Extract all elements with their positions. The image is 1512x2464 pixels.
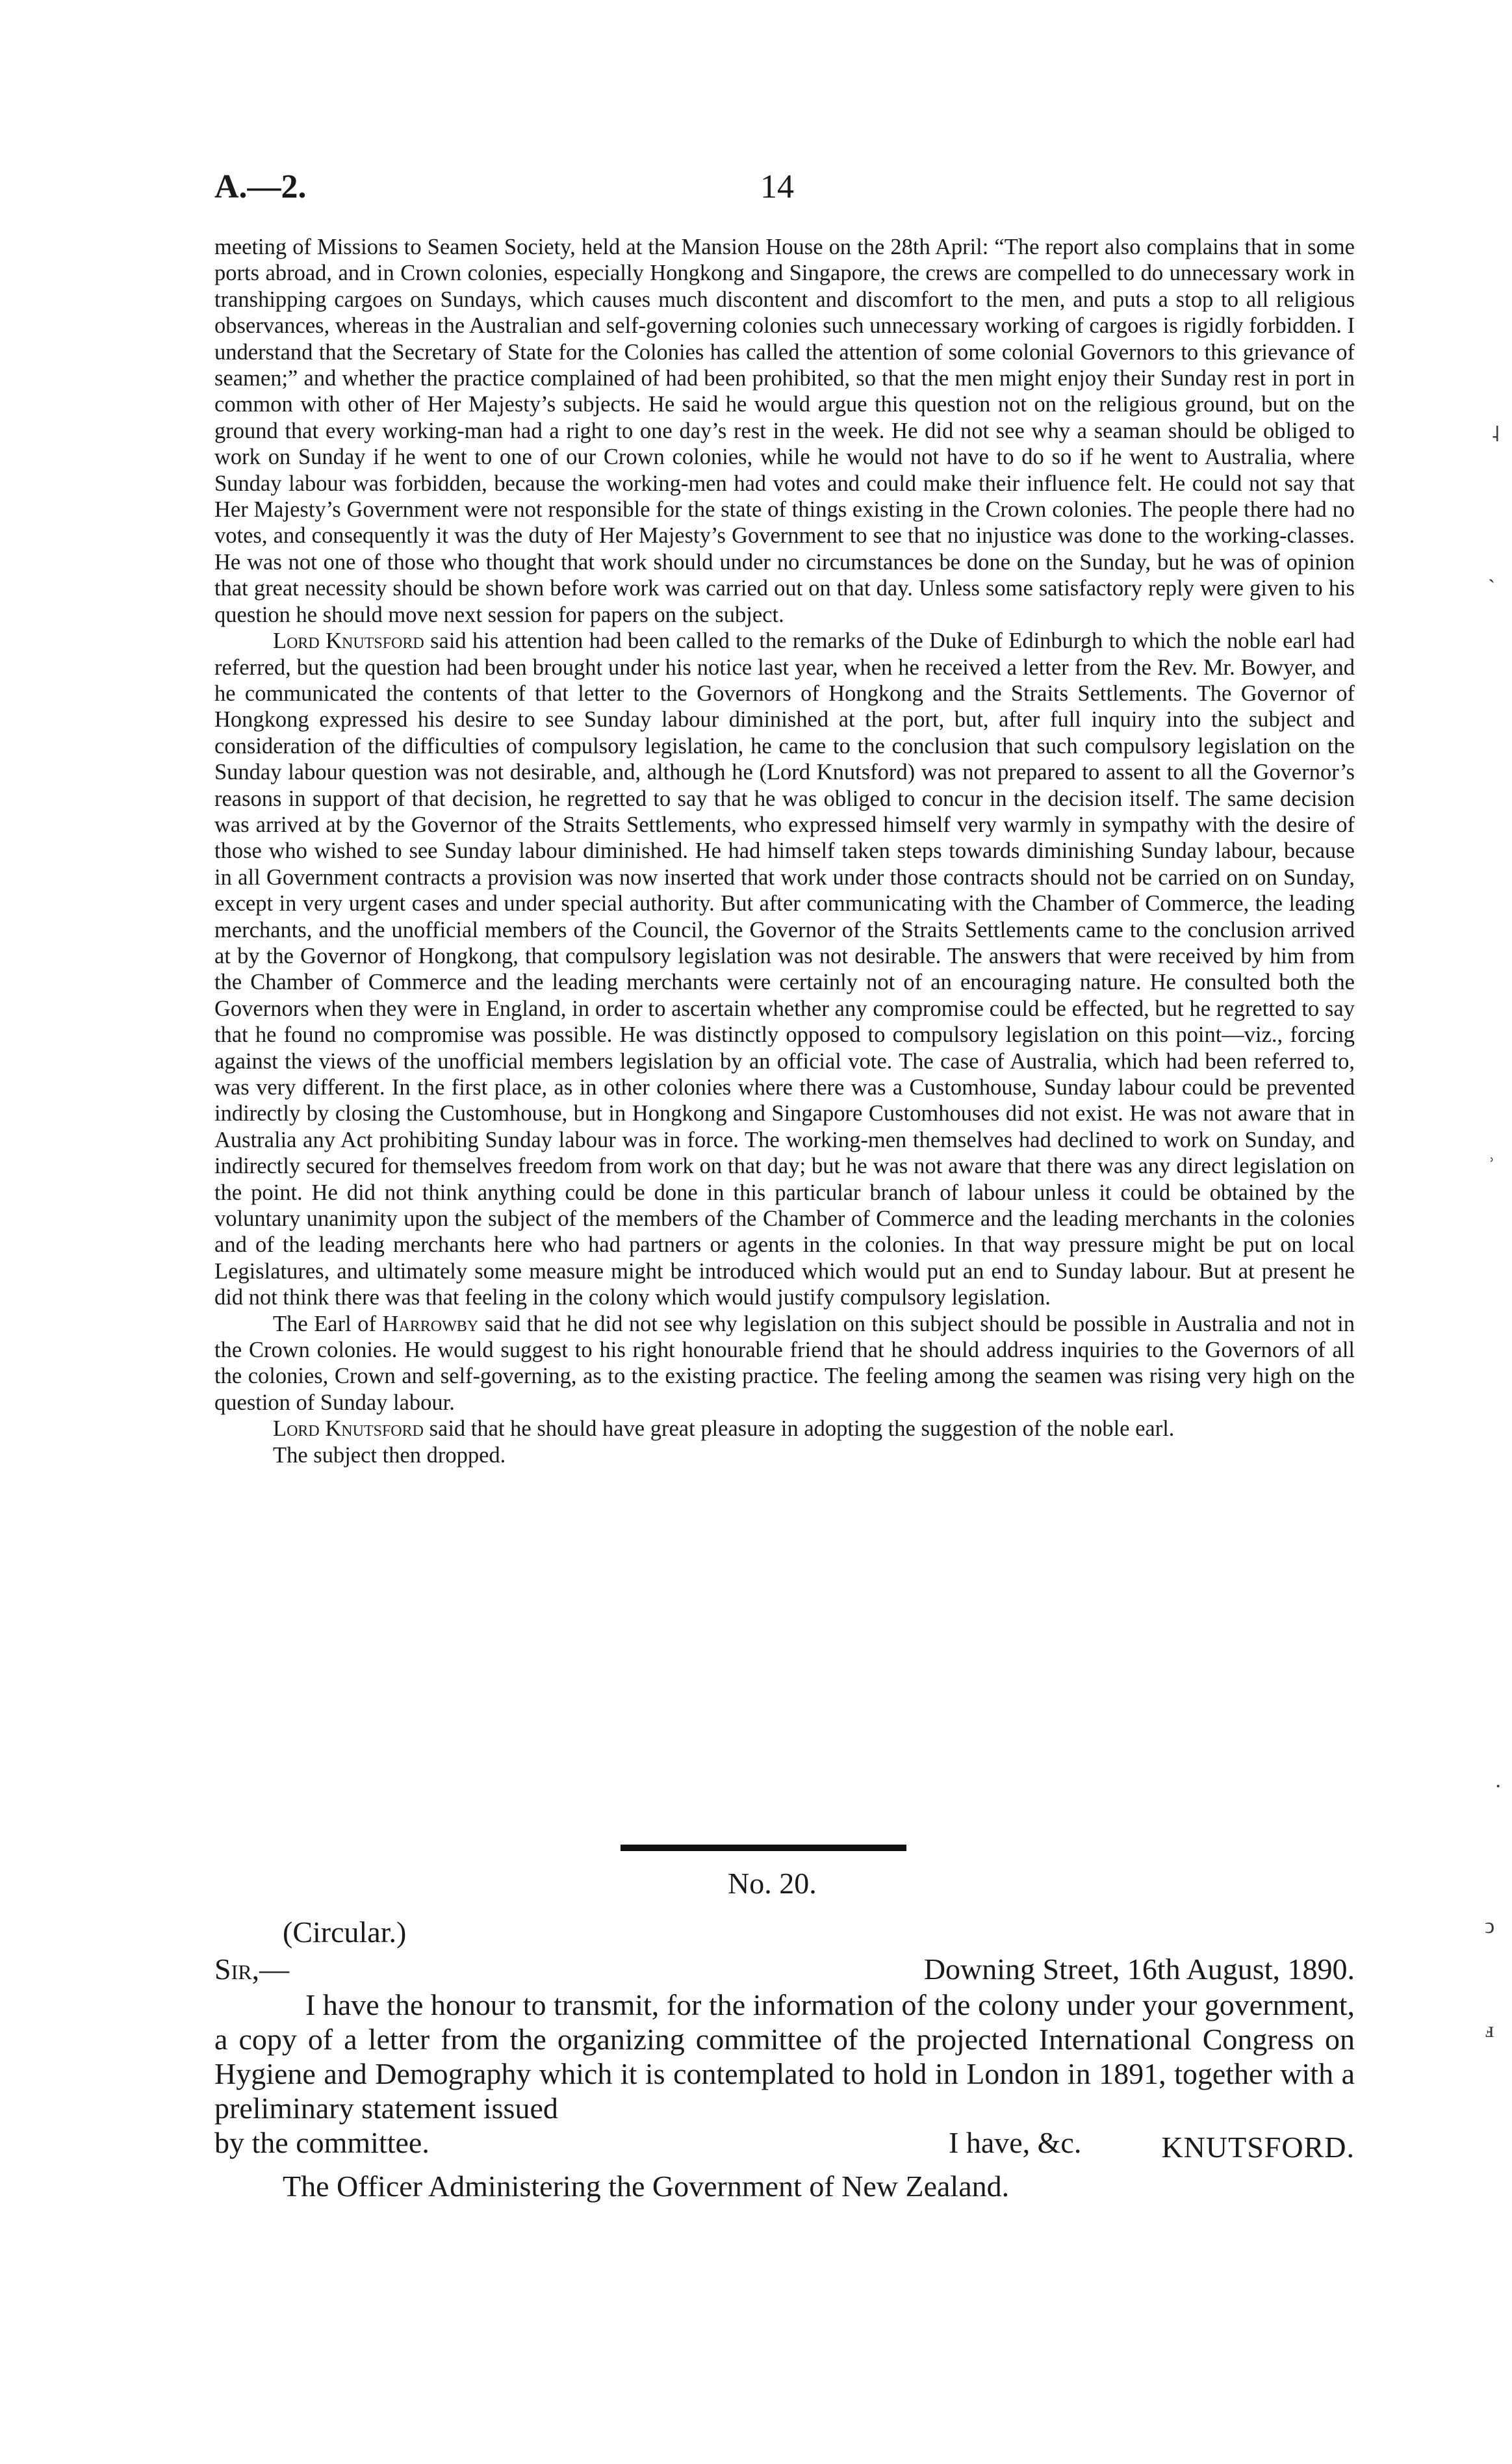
page-header [214, 168, 1352, 207]
paragraph-5: The subject then dropped. [273, 1442, 506, 1468]
paragraph-4-text: said that he should have great pleasure in adopting the suggestion of the noble earl. [423, 1416, 1175, 1442]
signature: KNUTSFORD. [1161, 2131, 1355, 2164]
paragraph-3-prefix: The Earl of [273, 1311, 383, 1336]
letter-body-text: I have the honour to transmit, for the information of the colony under your government, a copy of a letter from the organizing committee of the projected International Congress on Hygiene and Demography which it is contemplated to hold in London in 1891, together with a preliminary statement issued [214, 1988, 1355, 2125]
speaker-name: Lord Knutsford [273, 629, 424, 654]
speaker-name: Lord Knutsford [273, 1416, 424, 1442]
date-line: Downing Street, 16th August, 1890. [923, 1952, 1355, 1986]
letter-body-end: by the committee. [214, 2126, 429, 2159]
paragraph-2-text: said his attention had been called to the remarks of the Duke of Edinburgh to which the noble earl had referred, but the question had been brought under his notice last year, when he received a letter from the Rev. Mr. Bowyer, and he communicated the contents of that letter to the Governors of Hongkong and the Straits Settlements. The Governor of Hongkong expressed his desire to see Sunday labour diminished at the port, but, after full inquiry into the subject and consideration of the difficulties of compulsory legislation, he came to the conclusion that such compulsory legislation on the Sunday labour question was not desirable, and, although he (Lord Knutsford) was not prepared to assent to all the Governor’s reasons in support of that decision, he regretted to say that he was obliged to concur in the decision itself. The same decision was arrived at by the Governor of the Straits Settlements, who expressed himself very warmly in sympathy with the desire of those who wished to see Sunday labour diminished. He had himself taken steps towards diminishing Sunday labour, because in all Government contracts a provision was now inserted that work under those contracts should not be carried on on Sunday, except in very urgent cases and under special authority. But after communicating with the Chamber of Commerce, the leading merchants, and the unofficial members of the Council, the Governor of the Straits Settlements came to the conclusion arrived at by the Governor of Hongkong, that compulsory legislation was not desirable. The answers that were received by him from the Chamber of Commerce and the leading merchants were certainly not of an encouraging nature. He consulted both the Governors when they were in England, in order to ascertain whether any compromise could be effected, but he regretted to say that he found no compromise was possible. He was distinctly opposed to compulsory legislation on this point—viz., forcing against the views of the unofficial members legislation by an official vote. The case of Australia, which had been referred to, was very different. In the first place, as in other colonies where there was a Customhouse, Sunday labour could be prevented indirectly by closing the Customhouse, but in Hongkong and Singapore Customhouses did not exist. He was not aware that in Australia any Act prohibiting Sunday labour was in force. The working-men themselves had declined to work on Sunday, and indirectly secured for themselves freedom from work on that day; but he was not aware that there was any direct legislation on the point. He did not think anything could be done in this particular branch of labour unless it could be obtained by the voluntary unanimity upon the subject of the members of the Chamber of Commerce and the leading merchants in the colonies and of the leading merchants here who had partners or agents in the colonies. In that way pressure might be put on local Legislatures, and ultimately some measure might be introduced which would put an end to Sunday labour. But at present he did not think there was that feeling in the colony which would justify compulsory legislation. [214, 629, 1355, 1310]
letter-type: (Circular.) [283, 1915, 407, 1949]
margin-mark: ⅎ [1485, 2018, 1494, 2042]
paragraph-2 [214, 628, 1355, 1311]
section-divider [621, 1845, 906, 1851]
margin-mark: ↄ [1485, 1914, 1495, 1938]
margin-mark: ˏ [1488, 559, 1496, 583]
letter-number: No. 20. [728, 1867, 817, 1900]
paragraph-4 [214, 1416, 1355, 1442]
margin-mark: ˨ [1491, 422, 1500, 447]
speaker-name: Harrowby [382, 1311, 479, 1336]
paragraph-3-text: said that he did not see why legislation on this subject should be possible in Australia and not in the Crown colonies. He would suggest to his right honourable friend that he should address inquiries to the Governors of all the colonies, Crown and self-governing, as to the existing practice. The feeling among the seamen was rising very high on the question of Sunday labour. [214, 1311, 1355, 1415]
closing: I have, &c. [949, 2126, 1082, 2159]
debate-text [214, 234, 1355, 1468]
paragraph-1: meeting of Missions to Seamen Society, held at the Mansion House on the 28th April: “The report also complains that in some ports abroad, and in Crown colonies, especially Hongkong and Singapore, the crews are compelled to do unnecessary work in transhipping cargoes on Sundays, which causes much discontent and discomfort to the men, and puts a stop to all religious observances, whereas in the Australian and self-governing colonies such unnecessary working of cargoes is rigidly forbidden. I understand that the Secretary of State for the Colonies has called the attention of some colonial Governors to this grievance of seamen;” and whether the practice complained of had been prohibited, so that the men might enjoy their Sunday rest in port in common with other of Her Majesty’s subjects. He said he would argue this question not on the religious ground, but on the ground that every working-man had a right to one day’s rest in the week. He did not see why a seaman should be obliged to work on Sunday if he went to one of our Crown colonies, while he would not have to do so if he went to Australia, where Sunday labour was forbidden, because the working-men had votes and could make their influence felt. He could not say that Her Majesty’s Government were not responsible for the state of things existing in the Crown colonies. The people there had no votes, and consequently it was the duty of Her Majesty’s Government to see that no injustice was done to the working-classes. He was not one of those who thought that work should under no circumstances be done on the Sunday, but he was of opinion that great necessity should be shown before work was carried out on that day. Unless some satisfactory reply were given to his question he should move next session for papers on the subject. [214, 235, 1355, 627]
page-number: 14 [760, 168, 794, 205]
addressee: The Officer Administering the Government of New Zealand. [283, 2170, 1010, 2203]
margin-mark: · [1494, 1774, 1502, 1798]
paragraph-3 [214, 1311, 1355, 1416]
document-code: A.—2. [214, 168, 307, 205]
margin-mark: ˒ [1488, 1144, 1496, 1168]
salutation: Sir,— [214, 1952, 290, 1986]
